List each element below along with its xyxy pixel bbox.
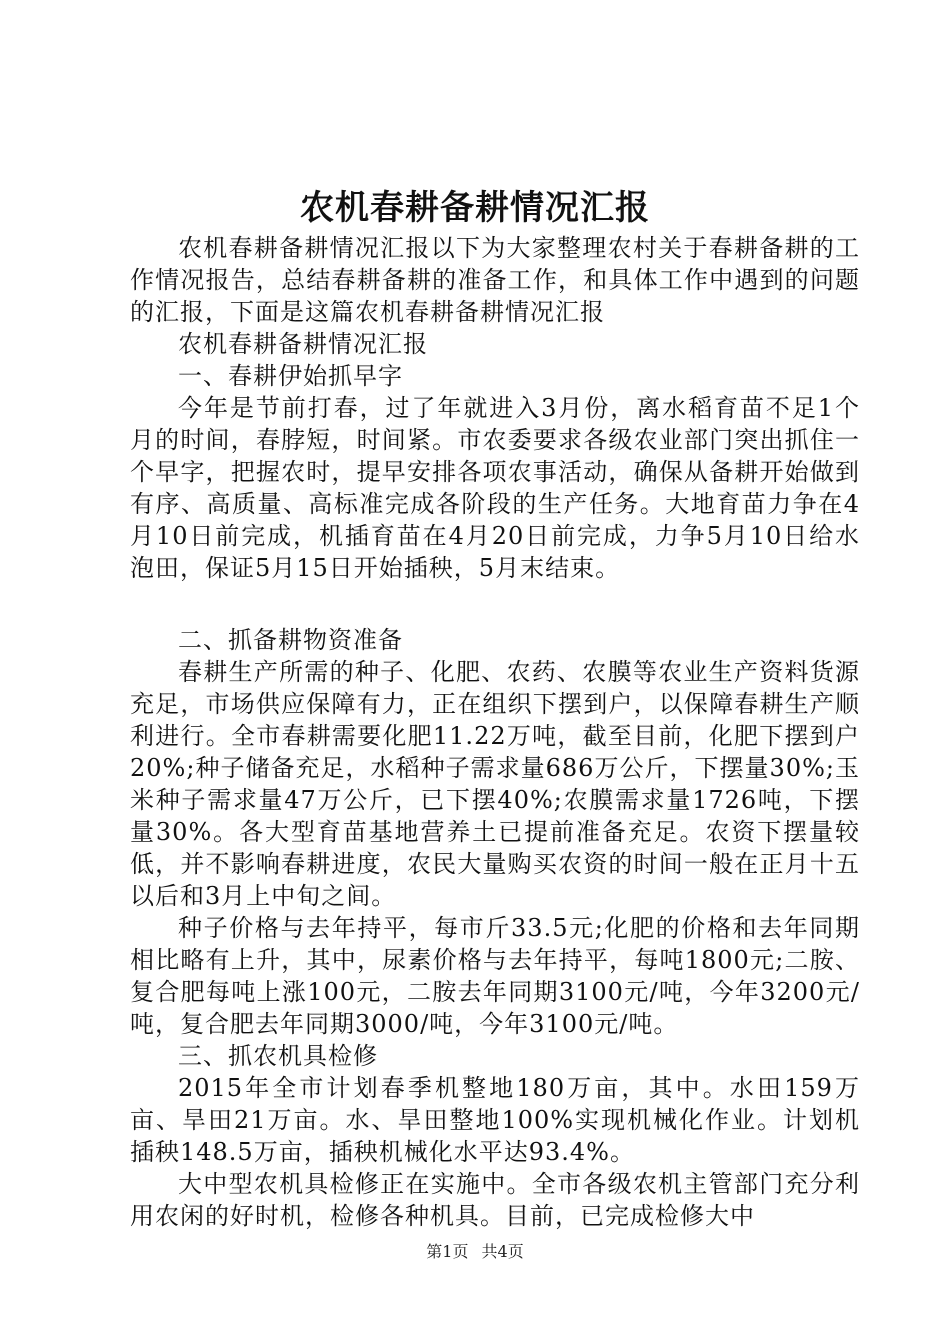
document-body xyxy=(130,232,860,1232)
document-title: 农机春耕备耕情况汇报 xyxy=(300,188,650,228)
subtitle-line: 农机春耕备耕情况汇报 xyxy=(178,330,428,358)
section-heading-2: 二、抓备耕物资准备 xyxy=(178,626,403,654)
page-number: 第1页 xyxy=(426,1242,469,1261)
section-3-paragraph-1: 2015年全市计划春季机整地180万亩，其中。水田159万亩、旱田21万亩。水、旱田整地100%实现机械化作业。计划机插秧148.5万亩，插秧机械化水平达93.4%。 xyxy=(130,1074,860,1166)
page-total: 共4页 xyxy=(481,1242,524,1261)
section-2-paragraph-2: 种子价格与去年持平，每市斤33.5元;化肥的价格和去年同期相比略有上升，其中，尿素价格与去年持平，每吨1800元;二胺、复合肥每吨上涨100元，二胺去年同期3100元/吨，今年3200元/吨，复合肥去年同期3000/吨，今年3100元/吨。 xyxy=(130,914,860,1038)
section-1-paragraph: 今年是节前打春，过了年就进入3月份，离水稻育苗不足1个月的时间，春脖短，时间紧。市农委要求各级农业部门突出抓住一个早字，把握农时，提早安排各项农事活动，确保从备耕开始做到有序、高质量、高标准完成各阶段的生产任务。大地育苗力争在4月10日前完成，机插育苗在4月20日前完成，力争5月10日给水泡田，保证5月15日开始插秧，5月末结束。 xyxy=(130,394,860,582)
intro-paragraph: 农机春耕备耕情况汇报以下为大家整理农村关于春耕备耕的工作情况报告，总结春耕备耕的准备工作，和具体工作中遇到的问题的汇报，下面是这篇农机春耕备耕情况汇报 xyxy=(130,234,860,326)
section-2-paragraph-1: 春耕生产所需的种子、化肥、农药、农膜等农业生产资料货源充足，市场供应保障有力，正在组织下摆到户，以保障春耕生产顺利进行。全市春耕需要化肥11.22万吨，截至目前，化肥下摆到户20%;种子储备充足，水稻种子需求量686万公斤，下摆量30%;玉米种子需求量47万公斤，已下摆40%;农膜需求量1726吨，下摆量30%。各大型育苗基地营养土已提前准备充足。农资下摆量较低，并不影响春耕进度，农民大量购买农资的时间一般在正月十五以后和3月上中旬之间。 xyxy=(130,658,860,910)
section-heading-1: 一、春耕伊始抓早字 xyxy=(178,362,403,390)
section-heading-3: 三、抓农机具检修 xyxy=(178,1042,378,1070)
section-3-paragraph-2: 大中型农机具检修正在实施中。全市各级农机主管部门充分利用农闲的好时机，检修各种机具。目前，已完成检修大中 xyxy=(130,1170,860,1230)
page-footer xyxy=(0,1242,950,1262)
